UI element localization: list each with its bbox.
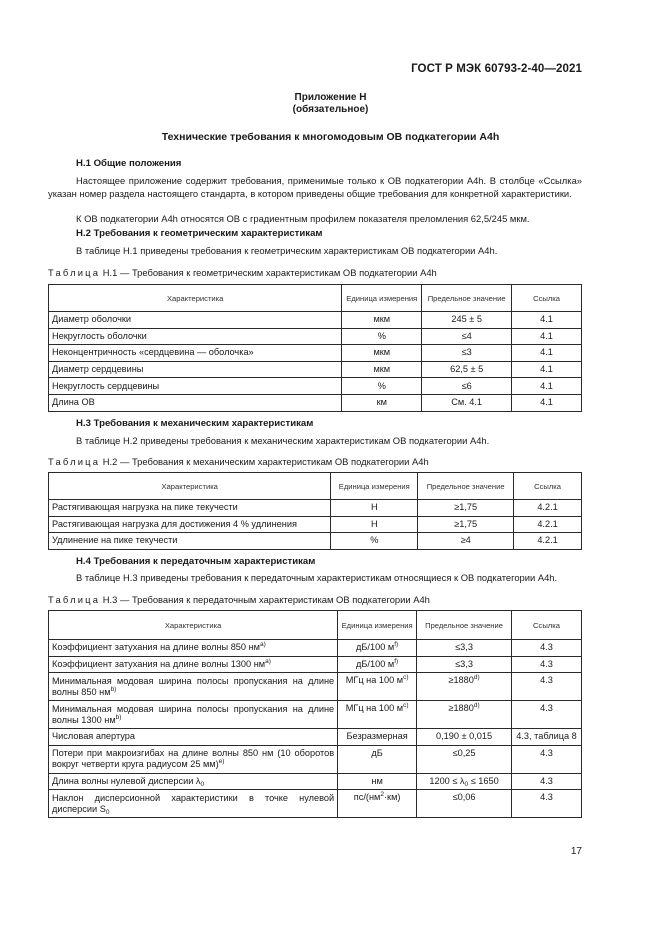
cell-text: дБ/100 м — [356, 642, 395, 653]
cell-unit: дБ — [338, 745, 417, 773]
section-h4-paragraph: В таблице Н.3 приведены требования к передаточным характеристикам относящиеся к ОВ подкатегории А4h. — [76, 572, 558, 583]
footnote-mark: b) — [110, 685, 117, 693]
cell-limit: ≤0,06 — [417, 790, 512, 818]
cell-limit: ≥1,75 — [418, 516, 514, 533]
cell-unit: Н — [331, 500, 418, 517]
section-h1-heading: Н.1 Общие положения — [76, 158, 182, 169]
cell-limit: 245 ± 5 — [422, 312, 512, 329]
cell-ref: 4.1 — [512, 394, 582, 411]
cell-limit — [417, 701, 512, 729]
section-h3-heading: Н.3 Требования к механическим характеристикам — [76, 418, 314, 429]
cell-ref: 4.3 — [512, 790, 582, 818]
cell-characteristic: Некруглость оболочки — [49, 328, 342, 345]
table-row — [49, 729, 582, 746]
caption-word: Таблица — [48, 267, 101, 278]
cell-text: МГц на 100 м — [345, 675, 404, 686]
cell-unit: % — [331, 533, 418, 550]
cell-unit — [338, 790, 417, 818]
cell-ref: 4.1 — [512, 361, 582, 378]
cell-ref: 4.3, таблица 8 — [512, 729, 582, 746]
col-header-limit: Предельное значение — [417, 611, 512, 640]
cell-characteristic — [49, 773, 338, 790]
cell-ref: 4.1 — [512, 345, 582, 362]
subscript: 0 — [464, 781, 469, 789]
cell-unit: % — [342, 328, 422, 345]
cell-characteristic: Некруглость сердцевины — [49, 378, 342, 395]
table-h3 — [48, 610, 582, 818]
col-header-unit: Единица измерения — [338, 611, 417, 640]
cell-text: Минимальная модовая ширина полосы пропускания на длине волны 1300 нм — [52, 703, 335, 725]
col-header-ref: Ссылка — [512, 611, 582, 640]
cell-limit — [417, 773, 512, 790]
caption-text: Н.1 — Требования к геометрическим характеристикам ОВ подкатегории А4h — [102, 267, 437, 278]
cell-characteristic — [49, 790, 338, 818]
table-row — [49, 790, 582, 818]
cell-unit: мкм — [342, 345, 422, 362]
cell-ref: 4.3 — [512, 701, 582, 729]
footnote-mark: d) — [473, 674, 480, 682]
section-h1-paragraph-2: К ОВ подкатегории А4h относятся ОВ с градиентным профилем показателя преломления 62,5/245 мкм. — [76, 213, 530, 224]
footnote-mark: f) — [394, 657, 399, 665]
cell-limit: 0,190 ± 0,015 — [417, 729, 512, 746]
table-row — [49, 773, 582, 790]
table-h2 — [48, 472, 582, 550]
section-h4-heading: Н.4 Требования к передаточным характеристикам — [76, 556, 316, 567]
table-row — [49, 312, 582, 329]
table-row — [49, 640, 582, 657]
cell-characteristic: Числовая апертура — [49, 729, 338, 746]
footnote-mark: b) — [115, 713, 122, 721]
cell-characteristic: Диаметр сердцевины — [49, 361, 342, 378]
cell-unit: Н — [331, 516, 418, 533]
cell-text: МГц на 100 м — [345, 703, 404, 714]
cell-limit — [417, 673, 512, 701]
cell-limit: ≤4 — [422, 328, 512, 345]
section-h1-paragraph-1: Настоящее приложение содержит требования, применимые только к ОВ подкатегории А4h. В столбце «Ссылка» указан номер раздела настоящего стандарта, в котором приведены общие требования для конкретной характеристики. — [48, 175, 582, 199]
col-header-limit: Предельное значение — [418, 473, 514, 500]
table-row — [49, 361, 582, 378]
cell-characteristic — [49, 640, 338, 657]
cell-unit: Безразмерная — [338, 729, 417, 746]
cell-unit — [338, 656, 417, 673]
footnote-mark: c) — [403, 702, 409, 710]
col-header-unit: Единица измерения — [331, 473, 418, 500]
cell-unit: % — [342, 378, 422, 395]
cell-characteristic: Удлинение на пике текучести — [49, 533, 331, 550]
footnote-mark: e) — [218, 758, 225, 766]
table-row — [49, 516, 582, 533]
cell-limit: 62,5 ± 5 — [422, 361, 512, 378]
table-row — [49, 500, 582, 517]
cell-text: Потери при макроизгибах на длине волны 850 нм (10 оборотов вокруг четверти круга радиусом 25 мм) — [52, 748, 335, 770]
cell-text: ≤ 1650 — [468, 776, 499, 787]
cell-unit: км — [342, 394, 422, 411]
cell-unit — [338, 640, 417, 657]
cell-characteristic — [49, 673, 338, 701]
col-header-ref: Ссылка — [514, 473, 582, 500]
table-h1-caption — [48, 267, 437, 278]
footnote-mark: c) — [403, 674, 409, 682]
cell-ref: 4.3 — [512, 640, 582, 657]
footnote-mark: a) — [259, 641, 266, 649]
cell-ref: 4.1 — [512, 378, 582, 395]
cell-limit: ≤3 — [422, 345, 512, 362]
document-title: Технические требования к многомодовым ОВ подкатегории А4h — [161, 131, 500, 143]
cell-text: ≥1880 — [448, 675, 474, 686]
cell-text: ≥1880 — [448, 703, 474, 714]
cell-limit: ≤3,3 — [417, 656, 512, 673]
footnote-mark: d) — [473, 702, 480, 710]
caption-text: Н.2 — Требования к механическим характеристикам ОВ подкатегории А4h — [102, 456, 429, 467]
cell-ref: 4.2.1 — [514, 516, 582, 533]
cell-text: ·км) — [383, 792, 401, 803]
cell-ref: 4.1 — [512, 328, 582, 345]
cell-text: дБ/100 м — [356, 658, 395, 669]
subscript: 0 — [105, 808, 110, 816]
cell-limit: ≥4 — [418, 533, 514, 550]
caption-word: Таблица — [48, 594, 101, 605]
cell-ref: 4.1 — [512, 312, 582, 329]
cell-ref: 4.2.1 — [514, 533, 582, 550]
appendix-name: Приложение Н — [294, 92, 367, 103]
table-h3-caption — [48, 594, 430, 605]
cell-unit: мкм — [342, 361, 422, 378]
section-h2-heading: Н.2 Требования к геометрическим характеристикам — [76, 228, 323, 239]
cell-characteristic: Растягивающая нагрузка на пике текучести — [49, 500, 331, 517]
table-row — [49, 533, 582, 550]
cell-characteristic: Растягивающая нагрузка для достижения 4 % удлинения — [49, 516, 331, 533]
cell-limit: ≤3,3 — [417, 640, 512, 657]
cell-text: Коэффициент затухания на длине волны 1300 нм — [52, 658, 266, 669]
cell-ref: 4.3 — [512, 773, 582, 790]
cell-characteristic: Диаметр оболочки — [49, 312, 342, 329]
cell-ref: 4.3 — [512, 673, 582, 701]
table-row — [49, 394, 582, 411]
table-row — [49, 656, 582, 673]
cell-limit: ≤6 — [422, 378, 512, 395]
cell-characteristic — [49, 656, 338, 673]
table-row — [49, 673, 582, 701]
page-number: 17 — [570, 846, 582, 857]
cell-text: Коэффициент затухания на длине волны 850 нм — [52, 642, 260, 653]
subscript: 0 — [200, 781, 205, 789]
cell-limit: ≤0,25 — [417, 745, 512, 773]
appendix-status: (обязательное) — [292, 104, 369, 115]
cell-text: пс/(нм — [353, 792, 381, 803]
cell-text: Наклон дисперсионной характеристики в точке нулевой дисперсии S — [52, 792, 335, 814]
cell-limit: ≥1,75 — [418, 500, 514, 517]
footnote-mark: f) — [394, 641, 399, 649]
table-row — [49, 701, 582, 729]
standard-header: ГОСТ Р МЭК 60793-2-40—2021 — [411, 63, 582, 75]
cell-text: 1200 ≤ λ — [429, 776, 465, 787]
table-row — [49, 345, 582, 362]
table-h2-caption — [48, 456, 429, 467]
col-header-ref: Ссылка — [512, 285, 582, 312]
cell-unit: нм — [338, 773, 417, 790]
cell-text: Минимальная модовая ширина полосы пропускания на длине волны 850 нм — [52, 675, 335, 697]
col-header-characteristic: Характеристика — [49, 473, 331, 500]
cell-limit: См. 4.1 — [422, 394, 512, 411]
cell-text: Длина волны нулевой дисперсии λ — [52, 776, 201, 787]
col-header-characteristic: Характеристика — [49, 285, 342, 312]
caption-text: Н.3 — Требования к передаточным характеристикам ОВ подкатегории А4h — [102, 594, 430, 605]
col-header-characteristic: Характеристика — [49, 611, 338, 640]
cell-characteristic: Длина ОВ — [49, 394, 342, 411]
cell-ref: 4.3 — [512, 656, 582, 673]
cell-characteristic: Неконцентричность «сердцевина — оболочка» — [49, 345, 342, 362]
table-row — [49, 378, 582, 395]
cell-unit: мкм — [342, 312, 422, 329]
section-h3-paragraph: В таблице Н.2 приведены требования к механическим характеристикам ОВ подкатегории А4h. — [76, 435, 490, 446]
cell-ref: 4.3 — [512, 745, 582, 773]
col-header-unit: Единица измерения — [342, 285, 422, 312]
table-row — [49, 328, 582, 345]
caption-word: Таблица — [48, 456, 101, 467]
cell-unit — [338, 673, 417, 701]
cell-characteristic — [49, 745, 338, 773]
cell-characteristic — [49, 701, 338, 729]
cell-unit — [338, 701, 417, 729]
table-h1 — [48, 284, 582, 412]
footnote-mark: a) — [265, 657, 271, 665]
superscript: 2 — [380, 791, 384, 799]
cell-ref: 4.2.1 — [514, 500, 582, 517]
section-h2-paragraph: В таблице Н.1 приведены требования к геометрическим характеристикам ОВ подкатегории А4h. — [76, 245, 498, 256]
col-header-limit: Предельное значение — [422, 285, 512, 312]
table-row — [49, 745, 582, 773]
